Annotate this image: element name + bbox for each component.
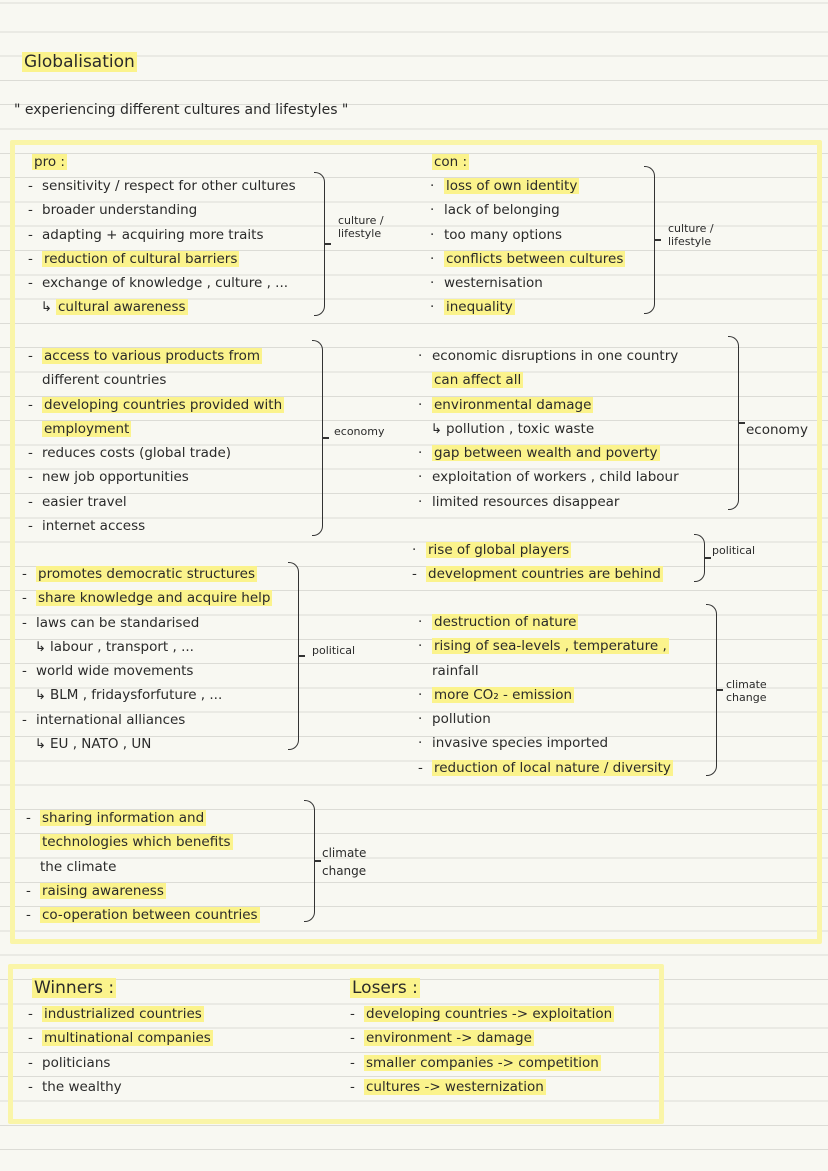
climate-pro-label: climate change — [322, 846, 367, 878]
list-item — [430, 271, 625, 295]
sub-arrow-icon: ↳ — [40, 299, 52, 316]
sub-arrow-icon: ↳ — [34, 638, 46, 655]
list-item — [350, 1026, 614, 1050]
economy-con-label: economy — [746, 422, 808, 438]
bullet-marker: · — [418, 348, 423, 364]
bullet-marker: - — [28, 396, 33, 413]
list-item — [418, 417, 679, 441]
list-item-text: exchange of knowledge , culture , ... — [42, 275, 289, 292]
list-item-text: environment -> damage — [366, 1030, 532, 1047]
list-item-text: cultures -> westernization — [366, 1078, 544, 1095]
bullet-marker: · — [418, 396, 423, 413]
list-item-text: rainfall — [432, 662, 479, 679]
list-item-text: environmental damage — [434, 396, 592, 413]
list-item — [418, 344, 679, 368]
bullet-marker: - — [28, 493, 33, 510]
list-item — [430, 174, 625, 198]
economy-pro-brace — [312, 340, 323, 536]
culture-pro-label: culture / lifestyle — [338, 214, 384, 240]
list-item — [412, 562, 663, 586]
list-item — [22, 732, 272, 756]
political-con-label: political — [712, 544, 756, 557]
bullet-marker: - — [28, 275, 33, 292]
bullet-marker: - — [26, 810, 31, 826]
list-item-text: sharing information and — [42, 810, 205, 826]
list-item-text: can affect all — [434, 372, 522, 389]
sub-arrow-icon: ↳ — [430, 420, 442, 437]
economy-con-list — [418, 344, 679, 514]
list-item-text: more CO₂ - emission — [434, 686, 573, 703]
bullet-marker: · — [418, 735, 423, 752]
political-con-brace — [694, 534, 705, 582]
list-item — [26, 830, 260, 854]
list-item — [28, 441, 284, 465]
list-item-text: broader understanding — [42, 202, 198, 219]
culture-pro-list — [28, 174, 296, 320]
bullet-marker: - — [22, 614, 27, 631]
list-item-text: pollution , toxic waste — [446, 420, 595, 437]
list-item — [28, 514, 284, 538]
list-item-text: reduces costs (global trade) — [42, 445, 232, 462]
list-item-text: different countries — [42, 372, 167, 389]
list-item-text: raising awareness — [42, 882, 164, 899]
list-item — [412, 538, 663, 562]
list-item — [28, 1075, 213, 1099]
climate-pro-list — [26, 806, 260, 927]
losers-header: Losers : — [352, 978, 418, 998]
political-pro-label: political — [312, 644, 356, 657]
list-item-text: invasive species imported — [432, 735, 609, 752]
list-item-text: economic disruptions in one country — [432, 348, 679, 364]
list-item — [418, 368, 679, 392]
list-item-text: new job opportunities — [42, 469, 189, 486]
bullet-marker: · — [418, 493, 423, 510]
list-item — [28, 295, 296, 319]
list-item — [28, 198, 296, 222]
winners-list — [28, 1002, 213, 1099]
bullet-marker: - — [26, 907, 31, 924]
list-item-text: employment — [44, 420, 130, 437]
list-item-text: developing countries provided with — [44, 396, 283, 413]
bullet-marker: · — [418, 711, 423, 728]
list-item-text: developing countries -> exploitation — [366, 1006, 613, 1022]
list-item-text: the wealthy — [42, 1078, 122, 1095]
list-item — [22, 586, 272, 610]
list-item-text: access to various products from — [44, 348, 260, 364]
bullet-marker: - — [22, 566, 27, 582]
list-item-text: easier travel — [42, 493, 127, 510]
winners-header: Winners : — [34, 978, 115, 998]
bullet-marker: - — [28, 1054, 33, 1071]
list-item — [26, 903, 260, 927]
list-item — [28, 1051, 213, 1075]
list-item-text: promotes democratic structures — [38, 566, 256, 582]
list-item-text: rising of sea-levels , temperature , — [434, 638, 667, 655]
bullet-marker: · — [430, 250, 435, 267]
culture-con-label: culture / lifestyle — [668, 222, 714, 248]
bullet-marker: - — [412, 566, 417, 583]
bullet-marker: · — [430, 202, 435, 219]
bullet-marker: - — [350, 1006, 355, 1022]
list-item — [418, 683, 673, 707]
losers-list — [350, 1002, 614, 1099]
list-item — [350, 1002, 614, 1026]
bullet-marker: - — [28, 202, 33, 219]
bullet-marker: - — [28, 518, 33, 535]
list-item — [26, 855, 260, 879]
list-item-text: westernisation — [444, 275, 543, 292]
list-item — [418, 659, 673, 683]
list-item — [28, 1026, 213, 1050]
list-item — [430, 295, 625, 319]
list-item — [418, 756, 673, 780]
culture-con-list — [430, 174, 625, 320]
bullet-marker: - — [28, 226, 33, 243]
list-item-text: destruction of nature — [434, 614, 577, 630]
bullet-marker: - — [350, 1054, 355, 1071]
list-item-text: pollution — [432, 711, 491, 728]
list-item — [418, 393, 679, 417]
political-pro-brace — [288, 562, 299, 750]
bullet-marker: - — [28, 1078, 33, 1095]
list-item — [418, 634, 673, 658]
list-item-text: co-operation between countries — [42, 907, 258, 924]
list-item — [28, 247, 296, 271]
climate-pro-brace — [304, 800, 315, 922]
list-item — [22, 708, 272, 732]
climate-con-label: climate change — [726, 678, 767, 704]
page-title: Globalisation — [24, 52, 135, 72]
list-item — [430, 198, 625, 222]
list-item — [28, 368, 284, 392]
bullet-marker: - — [28, 445, 33, 462]
bullet-marker: - — [22, 711, 27, 728]
list-item — [418, 610, 673, 634]
bullet-marker: - — [22, 663, 27, 680]
bullet-marker: - — [22, 590, 27, 607]
list-item-text: EU , NATO , UN — [50, 736, 152, 753]
con-header: con : — [434, 154, 468, 170]
climate-con-brace — [706, 604, 717, 776]
list-item-text: limited resources disappear — [432, 493, 620, 510]
list-item — [26, 806, 260, 830]
list-item — [28, 465, 284, 489]
pro-header: pro : — [34, 154, 65, 170]
economy-con-brace — [728, 336, 739, 510]
list-item-text: rise of global players — [428, 542, 570, 558]
economy-pro-label: economy — [334, 425, 385, 438]
culture-pro-brace — [314, 172, 325, 316]
list-item — [28, 490, 284, 514]
bullet-marker: · — [412, 542, 417, 558]
bullet-marker: · — [430, 275, 435, 292]
bullet-marker: · — [430, 178, 435, 194]
bullet-marker: - — [28, 250, 33, 267]
list-item — [430, 247, 625, 271]
definition-quote: " experiencing different cultures and lifestyles " — [14, 102, 349, 118]
bullet-marker: · — [430, 299, 435, 316]
list-item — [22, 562, 272, 586]
bullet-marker: - — [28, 178, 33, 194]
list-item-text: multinational companies — [44, 1030, 211, 1047]
list-item — [22, 659, 272, 683]
list-item-text: world wide movements — [36, 663, 194, 680]
list-item-text: smaller companies -> competition — [366, 1054, 599, 1071]
list-item-text: gap between wealth and poverty — [434, 445, 658, 462]
list-item — [418, 441, 679, 465]
list-item-text: lack of belonging — [444, 202, 560, 219]
bullet-marker: · — [418, 469, 423, 486]
list-item — [430, 223, 625, 247]
list-item-text: sensitivity / respect for other cultures — [42, 178, 296, 194]
list-item-text: inequality — [446, 299, 513, 316]
bullet-marker: · — [418, 638, 423, 655]
list-item-text: exploitation of workers , child labour — [432, 469, 679, 486]
climate-con-list — [418, 610, 673, 780]
list-item — [22, 683, 272, 707]
economy-pro-list — [28, 344, 284, 538]
bullet-marker: · — [418, 686, 423, 703]
list-item — [22, 611, 272, 635]
bullet-marker: · — [418, 445, 423, 462]
bullet-marker: - — [26, 882, 31, 899]
bullet-marker: - — [28, 348, 33, 364]
list-item — [28, 344, 284, 368]
list-item-text: politicians — [42, 1054, 111, 1071]
list-item — [28, 393, 284, 417]
list-item-text: international alliances — [36, 711, 186, 728]
list-item-text: loss of own identity — [446, 178, 578, 194]
list-item — [28, 174, 296, 198]
list-item-text: cultural awareness — [58, 299, 186, 316]
list-item — [28, 271, 296, 295]
list-item-text: too many options — [444, 226, 563, 243]
political-pro-list — [22, 562, 272, 756]
list-item — [350, 1075, 614, 1099]
list-item — [22, 635, 272, 659]
political-con-list — [412, 538, 663, 587]
list-item-text: laws can be standarised — [36, 614, 200, 631]
list-item-text: technologies which benefits — [42, 834, 231, 851]
list-item — [350, 1051, 614, 1075]
list-item — [418, 707, 673, 731]
bullet-marker: - — [28, 1030, 33, 1047]
list-item-text: BLM , fridaysforfuture , ... — [50, 687, 223, 704]
list-item-text: industrialized countries — [44, 1006, 202, 1022]
list-item-text: adapting + acquiring more traits — [42, 226, 264, 243]
bullet-marker: - — [28, 1006, 33, 1022]
bullet-marker: - — [28, 469, 33, 486]
list-item-text: share knowledge and acquire help — [38, 590, 271, 607]
list-item — [28, 1002, 213, 1026]
sub-arrow-icon: ↳ — [34, 687, 46, 704]
list-item — [418, 490, 679, 514]
list-item — [418, 465, 679, 489]
bullet-marker: - — [418, 759, 423, 776]
list-item-text: reduction of cultural barriers — [44, 250, 238, 267]
bullet-marker: - — [350, 1030, 355, 1047]
list-item — [28, 223, 296, 247]
list-item-text: development countries are behind — [428, 566, 661, 583]
list-item-text: the climate — [40, 858, 117, 875]
list-item-text: internet access — [42, 518, 146, 535]
list-item — [26, 879, 260, 903]
list-item — [418, 731, 673, 755]
list-item-text: conflicts between cultures — [446, 250, 624, 267]
list-item-text: labour , transport , ... — [50, 638, 194, 655]
bullet-marker: - — [350, 1078, 355, 1095]
bullet-marker: · — [418, 614, 423, 630]
bullet-marker: · — [430, 226, 435, 243]
sub-arrow-icon: ↳ — [34, 736, 46, 753]
list-item — [28, 417, 284, 441]
culture-con-brace — [644, 166, 655, 314]
list-item-text: reduction of local nature / diversity — [434, 759, 671, 776]
